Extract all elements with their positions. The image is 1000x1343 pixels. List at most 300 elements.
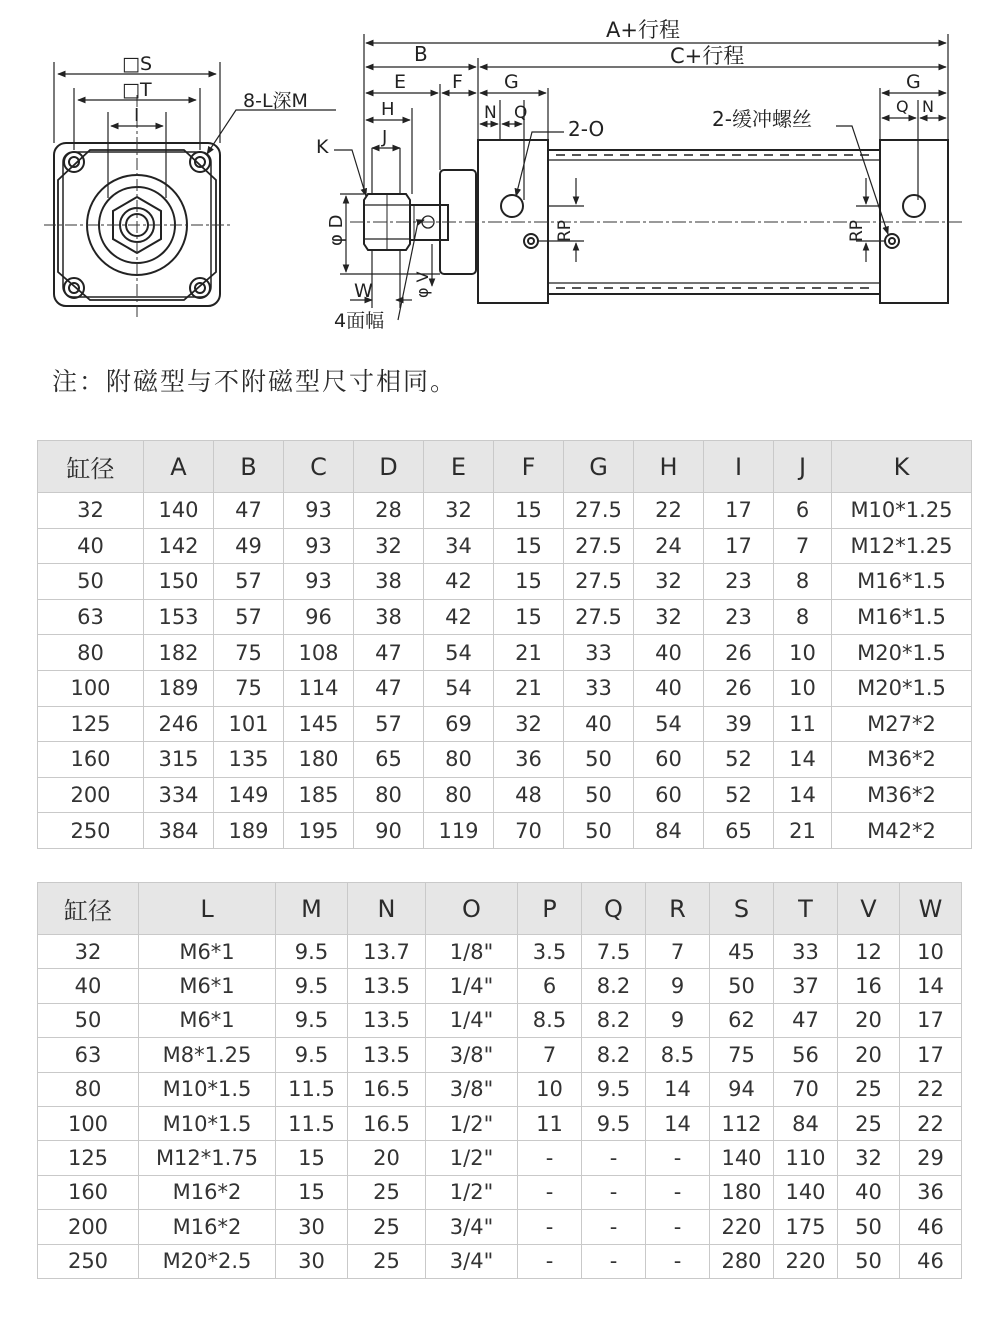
table-cell: 23 bbox=[704, 599, 774, 635]
table-cell: 8.5 bbox=[518, 1003, 582, 1037]
table-row bbox=[38, 777, 972, 813]
column-header: T bbox=[774, 883, 838, 935]
table-cell: 27.5 bbox=[564, 493, 634, 529]
table-cell: 84 bbox=[634, 813, 704, 849]
table-cell: 135 bbox=[214, 742, 284, 778]
table-cell: M36*2 bbox=[832, 742, 972, 778]
table-cell: - bbox=[582, 1175, 646, 1209]
table-cell: 14 bbox=[900, 969, 962, 1003]
table-cell: - bbox=[518, 1141, 582, 1175]
table-cell: 9.5 bbox=[276, 935, 348, 969]
table-row bbox=[38, 528, 972, 564]
table-cell: 220 bbox=[710, 1210, 774, 1244]
table-cell: 246 bbox=[144, 706, 214, 742]
table-cell: 47 bbox=[774, 1003, 838, 1037]
table-cell: 13.5 bbox=[348, 1003, 426, 1037]
table-cell: 189 bbox=[214, 813, 284, 849]
table-cell: 42 bbox=[424, 599, 494, 635]
table-cell: 10 bbox=[774, 635, 832, 671]
cylinder-dimension-drawing bbox=[0, 0, 1000, 345]
column-header: P bbox=[518, 883, 582, 935]
table-row bbox=[38, 1038, 962, 1072]
table-cell: 1/4" bbox=[426, 1003, 518, 1037]
table-cell: 384 bbox=[144, 813, 214, 849]
table-row bbox=[38, 1244, 962, 1278]
dim-G-left-label: G bbox=[504, 71, 519, 93]
table-cell: 52 bbox=[704, 777, 774, 813]
dim-D-label: φ D bbox=[326, 214, 347, 246]
table-cell: 13.5 bbox=[348, 1038, 426, 1072]
table-cell: 93 bbox=[284, 493, 354, 529]
table-cell: 7.5 bbox=[582, 935, 646, 969]
table-cell: - bbox=[582, 1244, 646, 1278]
table-cell: 17 bbox=[704, 528, 774, 564]
table-cell: 75 bbox=[710, 1038, 774, 1072]
dim-B-label: B bbox=[414, 42, 428, 66]
table-row bbox=[38, 706, 972, 742]
table-cell: 7 bbox=[518, 1038, 582, 1072]
dim-N-left-label: N bbox=[484, 103, 497, 123]
table-cell: 12 bbox=[838, 935, 900, 969]
table-cell: 14 bbox=[774, 777, 832, 813]
table-cell: 27.5 bbox=[564, 599, 634, 635]
table-row bbox=[38, 1072, 962, 1106]
table-cell: 50 bbox=[838, 1210, 900, 1244]
table-cell: 280 bbox=[710, 1244, 774, 1278]
table-cell: 28 bbox=[354, 493, 424, 529]
table-cell: 1/2" bbox=[426, 1106, 518, 1140]
table-cell: 315 bbox=[144, 742, 214, 778]
table-header-row bbox=[38, 883, 962, 935]
table-cell: 3.5 bbox=[518, 935, 582, 969]
column-header: C bbox=[284, 441, 354, 493]
column-header: L bbox=[139, 883, 276, 935]
table-cell: 17 bbox=[900, 1003, 962, 1037]
table-cell: 30 bbox=[276, 1244, 348, 1278]
table-cell: M6*1 bbox=[139, 1003, 276, 1037]
table-cell: 250 bbox=[38, 813, 144, 849]
table-row bbox=[38, 969, 962, 1003]
table-cell: 37 bbox=[774, 969, 838, 1003]
dim-A-stroke-label: A+行程 bbox=[606, 18, 680, 42]
table-cell: 23 bbox=[704, 564, 774, 600]
table-row bbox=[38, 813, 972, 849]
table-cell: 334 bbox=[144, 777, 214, 813]
table-cell: 32 bbox=[354, 528, 424, 564]
column-header: N bbox=[348, 883, 426, 935]
table-cell: 36 bbox=[900, 1175, 962, 1209]
table-cell: 142 bbox=[144, 528, 214, 564]
table-cell: - bbox=[518, 1210, 582, 1244]
table-cell: 14 bbox=[774, 742, 832, 778]
table-row bbox=[38, 1141, 962, 1175]
column-header: O bbox=[426, 883, 518, 935]
table-cell: 200 bbox=[38, 777, 144, 813]
table-cell: M16*1.5 bbox=[832, 564, 972, 600]
table-cell: 24 bbox=[634, 528, 704, 564]
table-cell: 32 bbox=[634, 599, 704, 635]
table-cell: M10*1.5 bbox=[139, 1106, 276, 1140]
table-cell: 40 bbox=[38, 528, 144, 564]
table-cell: 54 bbox=[424, 635, 494, 671]
table-cell: 8.2 bbox=[582, 969, 646, 1003]
column-header: S bbox=[710, 883, 774, 935]
table-cell: 195 bbox=[284, 813, 354, 849]
table-cell: 180 bbox=[284, 742, 354, 778]
table-cell: 7 bbox=[646, 935, 710, 969]
column-header: H bbox=[634, 441, 704, 493]
table-cell: 84 bbox=[774, 1106, 838, 1140]
table-cell: 80 bbox=[354, 777, 424, 813]
table-cell: 112 bbox=[710, 1106, 774, 1140]
dim-faces-label: 4面幅 bbox=[334, 310, 385, 332]
table-cell: 15 bbox=[276, 1175, 348, 1209]
table-cell: - bbox=[646, 1210, 710, 1244]
table-cell: - bbox=[582, 1210, 646, 1244]
table-cell: 80 bbox=[424, 777, 494, 813]
table-cell: 140 bbox=[710, 1141, 774, 1175]
table-cell: 9.5 bbox=[276, 969, 348, 1003]
table-cell: 175 bbox=[774, 1210, 838, 1244]
table-cell: 63 bbox=[38, 1038, 139, 1072]
table-cell: 17 bbox=[900, 1038, 962, 1072]
table-cell: 11 bbox=[518, 1106, 582, 1140]
column-header: I bbox=[704, 441, 774, 493]
table-cell: 140 bbox=[144, 493, 214, 529]
table-row bbox=[38, 670, 972, 706]
table-cell: 62 bbox=[710, 1003, 774, 1037]
column-header: K bbox=[832, 441, 972, 493]
dimension-table-1 bbox=[37, 440, 972, 849]
column-header: B bbox=[214, 441, 284, 493]
table-cell: 45 bbox=[710, 935, 774, 969]
column-header: Q bbox=[582, 883, 646, 935]
table-cell: 56 bbox=[774, 1038, 838, 1072]
table-cell: 50 bbox=[564, 813, 634, 849]
table-cell: 32 bbox=[634, 564, 704, 600]
table-cell: 50 bbox=[564, 742, 634, 778]
dim-Q-left-label: Q bbox=[514, 103, 528, 123]
table-cell: 40 bbox=[838, 1175, 900, 1209]
table-cell: 21 bbox=[494, 635, 564, 671]
table-cell: 13.5 bbox=[348, 969, 426, 1003]
table-cell: 20 bbox=[838, 1003, 900, 1037]
table-cell: M16*2 bbox=[139, 1175, 276, 1209]
table-cell: 9 bbox=[646, 969, 710, 1003]
table-cell: 32 bbox=[38, 493, 144, 529]
table-cell: 101 bbox=[214, 706, 284, 742]
table-cell: 57 bbox=[214, 564, 284, 600]
table-cell: 48 bbox=[494, 777, 564, 813]
table-cell: 70 bbox=[774, 1072, 838, 1106]
table-cell: 49 bbox=[214, 528, 284, 564]
dim-F-label: F bbox=[452, 71, 463, 93]
table-cell: 8.2 bbox=[582, 1038, 646, 1072]
table-cell: 1/8" bbox=[426, 935, 518, 969]
table-cell: 65 bbox=[354, 742, 424, 778]
table-cell: - bbox=[646, 1141, 710, 1175]
table-cell: 40 bbox=[634, 635, 704, 671]
table-cell: 93 bbox=[284, 528, 354, 564]
table-cell: 149 bbox=[214, 777, 284, 813]
table-cell: 9 bbox=[646, 1003, 710, 1037]
table-cell: 50 bbox=[838, 1244, 900, 1278]
table-cell: 32 bbox=[424, 493, 494, 529]
table-cell: 36 bbox=[494, 742, 564, 778]
table-cell: 125 bbox=[38, 1141, 139, 1175]
table-cell: 50 bbox=[38, 1003, 139, 1037]
table-row bbox=[38, 1175, 962, 1209]
table-cell: 1/2" bbox=[426, 1141, 518, 1175]
table-cell: - bbox=[518, 1175, 582, 1209]
table-cell: 22 bbox=[634, 493, 704, 529]
table-cell: 39 bbox=[704, 706, 774, 742]
table-cell: M16*2 bbox=[139, 1210, 276, 1244]
table-cell: 13.7 bbox=[348, 935, 426, 969]
table-cell: 33 bbox=[564, 670, 634, 706]
table-cell: 150 bbox=[144, 564, 214, 600]
table-row bbox=[38, 1106, 962, 1140]
table-cell: 34 bbox=[424, 528, 494, 564]
table-cell: M6*1 bbox=[139, 969, 276, 1003]
table-cell: 1/2" bbox=[426, 1175, 518, 1209]
table-cell: 185 bbox=[284, 777, 354, 813]
table-cell: 25 bbox=[348, 1175, 426, 1209]
table-cell: 75 bbox=[214, 635, 284, 671]
table-cell: 11 bbox=[774, 706, 832, 742]
table-cell: 6 bbox=[774, 493, 832, 529]
table-cell: 140 bbox=[774, 1175, 838, 1209]
table-cell: 189 bbox=[144, 670, 214, 706]
table-cell: 40 bbox=[634, 670, 704, 706]
dim-cushion-label: 2-缓冲螺丝 bbox=[712, 107, 812, 131]
table-cell: M27*2 bbox=[832, 706, 972, 742]
table-cell: 69 bbox=[424, 706, 494, 742]
table-cell: 80 bbox=[38, 635, 144, 671]
dim-K-label: K bbox=[316, 136, 329, 158]
column-header: J bbox=[774, 441, 832, 493]
table-cell: M20*1.5 bbox=[832, 635, 972, 671]
dim-G-right-label: G bbox=[906, 71, 921, 93]
table-cell: 16 bbox=[838, 969, 900, 1003]
table-cell: 63 bbox=[38, 599, 144, 635]
table-cell: 9.5 bbox=[276, 1003, 348, 1037]
table-cell: 96 bbox=[284, 599, 354, 635]
table-cell: 94 bbox=[710, 1072, 774, 1106]
table-cell: 26 bbox=[704, 670, 774, 706]
table-cell: 90 bbox=[354, 813, 424, 849]
table-cell: 180 bbox=[710, 1175, 774, 1209]
table-cell: 10 bbox=[518, 1072, 582, 1106]
table-cell: M6*1 bbox=[139, 935, 276, 969]
dim-O-label: 2-O bbox=[568, 117, 605, 141]
table-cell: 32 bbox=[38, 935, 139, 969]
table-cell: 40 bbox=[564, 706, 634, 742]
table-cell: - bbox=[646, 1244, 710, 1278]
dim-Q-right-label: Q bbox=[896, 97, 909, 116]
column-header: F bbox=[494, 441, 564, 493]
table-cell: 6 bbox=[518, 969, 582, 1003]
table-cell: 54 bbox=[634, 706, 704, 742]
table-cell: 54 bbox=[424, 670, 494, 706]
table-cell: 52 bbox=[704, 742, 774, 778]
dim-J-label: J bbox=[382, 127, 388, 148]
table-row bbox=[38, 599, 972, 635]
column-header: M bbox=[276, 883, 348, 935]
table-cell: 25 bbox=[838, 1072, 900, 1106]
table-cell: 1/4" bbox=[426, 969, 518, 1003]
table-cell: M20*1.5 bbox=[832, 670, 972, 706]
table-cell: 250 bbox=[38, 1244, 139, 1278]
column-header: 缸径 bbox=[38, 883, 139, 935]
table-cell: M12*1.75 bbox=[139, 1141, 276, 1175]
table-cell: 14 bbox=[646, 1072, 710, 1106]
column-header: A bbox=[144, 441, 214, 493]
table-cell: 125 bbox=[38, 706, 144, 742]
table-cell: 60 bbox=[634, 742, 704, 778]
table-cell: 8.5 bbox=[646, 1038, 710, 1072]
table-cell: 3/4" bbox=[426, 1210, 518, 1244]
dim-L-depth-label: 8-L深M bbox=[243, 90, 308, 112]
table-cell: 57 bbox=[214, 599, 284, 635]
table-cell: 22 bbox=[900, 1106, 962, 1140]
table-cell: 75 bbox=[214, 670, 284, 706]
table-cell: 25 bbox=[838, 1106, 900, 1140]
table-cell: 65 bbox=[704, 813, 774, 849]
table-cell: 119 bbox=[424, 813, 494, 849]
table-cell: 110 bbox=[774, 1141, 838, 1175]
table-cell: 16.5 bbox=[348, 1072, 426, 1106]
dim-RP-left-label: RP bbox=[555, 219, 575, 242]
table-cell: 20 bbox=[838, 1038, 900, 1072]
table-cell: 15 bbox=[494, 528, 564, 564]
table-cell: 15 bbox=[494, 564, 564, 600]
table-cell: 8 bbox=[774, 564, 832, 600]
table-cell: 153 bbox=[144, 599, 214, 635]
table-cell: - bbox=[582, 1141, 646, 1175]
table-cell: 80 bbox=[38, 1072, 139, 1106]
note-text: 注：附磁型与不附磁型尺寸相同。 bbox=[52, 367, 458, 396]
table-cell: 57 bbox=[354, 706, 424, 742]
dim-E-label: E bbox=[394, 71, 407, 93]
table-cell: 10 bbox=[900, 935, 962, 969]
table-cell: 108 bbox=[284, 635, 354, 671]
table-cell: 80 bbox=[424, 742, 494, 778]
table-cell: 9.5 bbox=[582, 1106, 646, 1140]
table-row bbox=[38, 564, 972, 600]
dim-N-right-label: N bbox=[922, 97, 934, 116]
table-cell: 26 bbox=[704, 635, 774, 671]
table-cell: 50 bbox=[38, 564, 144, 600]
column-header: V bbox=[838, 883, 900, 935]
dim-V-label: φ V bbox=[413, 271, 432, 298]
table-cell: 3/8" bbox=[426, 1072, 518, 1106]
table-cell: 46 bbox=[900, 1244, 962, 1278]
table-cell: 47 bbox=[354, 670, 424, 706]
dimension-table-2 bbox=[37, 882, 962, 1279]
table-cell: M36*2 bbox=[832, 777, 972, 813]
dim-S-label: □S bbox=[122, 53, 153, 75]
table-row bbox=[38, 1210, 962, 1244]
column-header: 缸径 bbox=[38, 441, 144, 493]
table-row bbox=[38, 1003, 962, 1037]
table-cell: 25 bbox=[348, 1210, 426, 1244]
table-cell: 40 bbox=[38, 969, 139, 1003]
table-cell: M12*1.25 bbox=[832, 528, 972, 564]
table-cell: 47 bbox=[214, 493, 284, 529]
table-cell: 20 bbox=[348, 1141, 426, 1175]
table-cell: 22 bbox=[900, 1072, 962, 1106]
table-cell: 70 bbox=[494, 813, 564, 849]
table-cell: M10*1.5 bbox=[139, 1072, 276, 1106]
table-cell: 11.5 bbox=[276, 1072, 348, 1106]
table-cell: 33 bbox=[564, 635, 634, 671]
table-cell: 17 bbox=[704, 493, 774, 529]
table-cell: 32 bbox=[838, 1141, 900, 1175]
table-cell: 50 bbox=[710, 969, 774, 1003]
dim-RP-right-label: RP bbox=[847, 219, 867, 242]
table-cell: 145 bbox=[284, 706, 354, 742]
table-cell: 21 bbox=[494, 670, 564, 706]
column-header: D bbox=[354, 441, 424, 493]
dim-T-label: □T bbox=[122, 79, 152, 101]
table-header-row bbox=[38, 441, 972, 493]
table-cell: 3/8" bbox=[426, 1038, 518, 1072]
table-cell: 160 bbox=[38, 1175, 139, 1209]
table-cell: - bbox=[646, 1175, 710, 1209]
dim-H-label: H bbox=[381, 99, 395, 120]
table-cell: 42 bbox=[424, 564, 494, 600]
table-cell: 38 bbox=[354, 599, 424, 635]
table-cell: 100 bbox=[38, 1106, 139, 1140]
table-cell: 93 bbox=[284, 564, 354, 600]
table-cell: 29 bbox=[900, 1141, 962, 1175]
table-cell: 33 bbox=[774, 935, 838, 969]
table-cell: M8*1.25 bbox=[139, 1038, 276, 1072]
table-cell: 8 bbox=[774, 599, 832, 635]
table-row bbox=[38, 742, 972, 778]
table-cell: 11.5 bbox=[276, 1106, 348, 1140]
table-cell: 30 bbox=[276, 1210, 348, 1244]
table-cell: 220 bbox=[774, 1244, 838, 1278]
table-cell: 25 bbox=[348, 1244, 426, 1278]
table-cell: 15 bbox=[494, 599, 564, 635]
table-cell: 14 bbox=[646, 1106, 710, 1140]
table-cell: 50 bbox=[564, 777, 634, 813]
table-cell: 21 bbox=[774, 813, 832, 849]
table-cell: M16*1.5 bbox=[832, 599, 972, 635]
table-cell: 114 bbox=[284, 670, 354, 706]
dim-W-label: W bbox=[354, 280, 373, 302]
table-cell: 32 bbox=[494, 706, 564, 742]
table-cell: 46 bbox=[900, 1210, 962, 1244]
table-cell: 9.5 bbox=[582, 1072, 646, 1106]
table-cell: M42*2 bbox=[832, 813, 972, 849]
table-cell: 60 bbox=[634, 777, 704, 813]
column-header: E bbox=[424, 441, 494, 493]
table-cell: 15 bbox=[276, 1141, 348, 1175]
table-row bbox=[38, 935, 962, 969]
table-cell: 160 bbox=[38, 742, 144, 778]
table-cell: 15 bbox=[494, 493, 564, 529]
table-cell: 3/4" bbox=[426, 1244, 518, 1278]
table-cell: 27.5 bbox=[564, 528, 634, 564]
column-header: R bbox=[646, 883, 710, 935]
dim-C-stroke-label: C+行程 bbox=[670, 44, 745, 68]
table-cell: 10 bbox=[774, 670, 832, 706]
dim-I-label: I bbox=[134, 105, 140, 126]
table-cell: M20*2.5 bbox=[139, 1244, 276, 1278]
